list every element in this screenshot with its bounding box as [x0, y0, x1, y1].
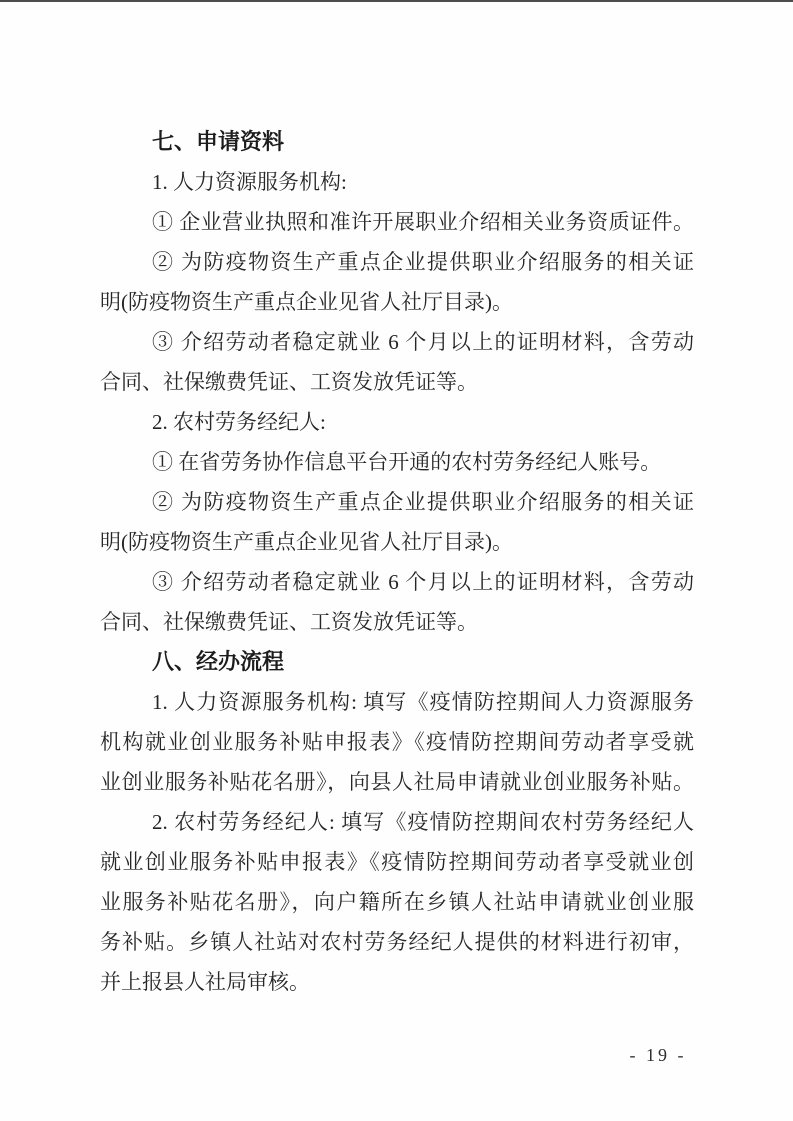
- paragraph-line: ② 为防疫物资生产重点企业提供职业介绍服务的相关证: [152, 490, 694, 514]
- paragraph-line: ③ 介绍劳动者稳定就业 6 个月以上的证明材料，含劳动: [152, 330, 694, 354]
- paragraph-line: 明(防疫物资生产重点企业见省人社厅目录)。: [100, 290, 513, 314]
- section-heading-processing-flow: 八、经办流程: [152, 649, 285, 674]
- paragraph-line: 明(防疫物资生产重点企业见省人社厅目录)。: [100, 530, 513, 554]
- paragraph-line: 1. 人力资源服务机构:: [152, 170, 347, 194]
- paragraph-line: 2. 农村劳务经纪人: 填写《疫情防控期间农村劳务经纪人: [152, 810, 694, 834]
- page-number: - 19 -: [629, 1045, 687, 1065]
- document-text-block: [100, 122, 694, 1002]
- scan-edge-line: [0, 0, 793, 2]
- paragraph-line: 就业创业服务补贴申报表》《疫情防控期间劳动者享受就业创: [100, 850, 694, 874]
- paragraph-line: 机构就业创业服务补贴申报表》《疫情防控期间劳动者享受就: [100, 730, 694, 754]
- section-heading-application-materials: 七、申请资料: [152, 129, 285, 154]
- paragraph-line: 并上报县人社局审核。: [100, 970, 310, 994]
- paragraph-line: 合同、社保缴费凭证、工资发放凭证等。: [100, 610, 478, 634]
- paragraph-line: 业创业服务补贴花名册》，向县人社局申请就业创业服务补贴。: [100, 770, 694, 794]
- paragraph-line: 1. 人力资源服务机构: 填写《疫情防控期间人力资源服务: [152, 690, 694, 714]
- paragraph-line: ② 为防疫物资生产重点企业提供职业介绍服务的相关证: [152, 250, 694, 274]
- paragraph-line: ③ 介绍劳动者稳定就业 6 个月以上的证明材料，含劳动: [152, 570, 694, 594]
- paragraph-line: ① 企业营业执照和准许开展职业介绍相关业务资质证件。: [152, 210, 694, 234]
- paragraph-line: 业服务补贴花名册》，向户籍所在乡镇人社站申请就业创业服: [100, 890, 694, 914]
- paragraph-line: ① 在省劳务协作信息平台开通的农村劳务经纪人账号。: [152, 450, 662, 474]
- paragraph-line: 合同、社保缴费凭证、工资发放凭证等。: [100, 370, 478, 394]
- paragraph-line: 务补贴。乡镇人社站对农村劳务经纪人提供的材料进行初审，: [100, 930, 694, 954]
- paragraph-line: 2. 农村劳务经纪人:: [152, 410, 326, 434]
